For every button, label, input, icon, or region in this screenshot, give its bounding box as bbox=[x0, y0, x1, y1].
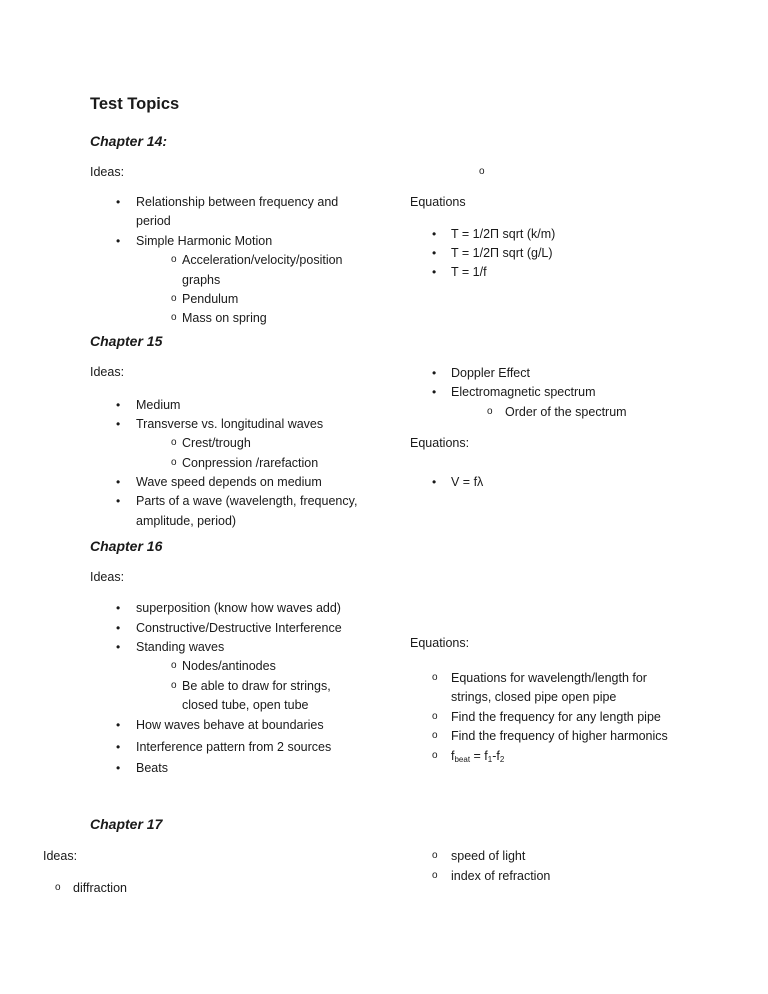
circle-bullet-icon: o bbox=[432, 711, 438, 722]
bullet-icon: • bbox=[116, 601, 121, 615]
bullet-icon: • bbox=[116, 740, 121, 754]
bullet-icon: • bbox=[116, 398, 121, 412]
circle-bullet-icon: o bbox=[432, 870, 438, 881]
equation: V = fλ bbox=[451, 475, 484, 489]
bullet-icon: • bbox=[432, 227, 437, 241]
circle-bullet-icon: o bbox=[171, 293, 177, 304]
list-item: Crest/trough bbox=[182, 436, 251, 450]
circle-bullet-icon: o bbox=[55, 882, 61, 893]
f-symbol: f bbox=[451, 749, 455, 763]
bullet-icon: • bbox=[432, 366, 437, 380]
equation: T = 1/2Π sqrt (g/L) bbox=[451, 246, 553, 260]
bullet-icon: • bbox=[116, 640, 121, 654]
circle-bullet-icon: o bbox=[432, 750, 438, 761]
list-item: Order of the spectrum bbox=[505, 405, 627, 419]
bullet-icon: • bbox=[432, 265, 437, 279]
list-item: Mass on spring bbox=[182, 311, 267, 325]
bullet-icon: • bbox=[432, 246, 437, 260]
equations-label: Equations: bbox=[410, 436, 470, 450]
list-item: Relationship between frequency and bbox=[136, 195, 339, 209]
bullet-icon: • bbox=[116, 761, 121, 775]
list-item: How waves behave at boundaries bbox=[136, 718, 324, 732]
list-item: period bbox=[136, 214, 171, 228]
list-item: Doppler Effect bbox=[451, 366, 530, 380]
list-item: Beats bbox=[136, 761, 168, 775]
bullet-icon: • bbox=[432, 475, 437, 489]
list-item: Nodes/antinodes bbox=[182, 659, 276, 673]
circle-bullet-icon: o bbox=[171, 660, 177, 671]
subscript-1: 1 bbox=[487, 755, 493, 764]
list-item: speed of light bbox=[451, 849, 526, 863]
equation: T = 1/2Π sqrt (k/m) bbox=[451, 227, 556, 241]
list-item: diffraction bbox=[73, 881, 127, 895]
list-item: Wave speed depends on medium bbox=[136, 475, 322, 489]
circle-bullet-icon: o bbox=[171, 254, 177, 265]
equation: T = 1/f bbox=[451, 265, 487, 279]
list-item: Standing waves bbox=[136, 640, 225, 654]
list-item: graphs bbox=[182, 273, 221, 287]
circle-bullet-icon: o bbox=[171, 457, 177, 468]
list-item: Interference pattern from 2 sources bbox=[136, 740, 332, 754]
list-item: Medium bbox=[136, 398, 181, 412]
circle-bullet-icon: o bbox=[432, 672, 438, 683]
equation: Find the frequency of higher harmonics bbox=[451, 729, 668, 743]
list-item: Conpression /rarefaction bbox=[182, 456, 319, 470]
ideas-label: Ideas: bbox=[90, 165, 125, 179]
chapter-16-heading: Chapter 16 bbox=[90, 538, 163, 554]
list-item: Transverse vs. longitudinal waves bbox=[136, 417, 324, 431]
equations-label: Equations: bbox=[410, 636, 470, 650]
circle-bullet-icon: o bbox=[171, 312, 177, 323]
chapter-15-heading: Chapter 15 bbox=[90, 333, 163, 349]
ideas-label: Ideas: bbox=[90, 365, 125, 379]
equations-label: Equations bbox=[410, 195, 466, 209]
list-item: Be able to draw for strings, bbox=[182, 679, 331, 693]
stray-circle-marker: o bbox=[479, 166, 485, 177]
beat-subscript: beat bbox=[454, 755, 471, 764]
beat-frequency-equation bbox=[451, 747, 504, 769]
equation: Equations for wavelength/length for bbox=[451, 671, 647, 685]
list-item: Pendulum bbox=[182, 292, 239, 306]
list-item: Electromagnetic spectrum bbox=[451, 385, 596, 399]
list-item: amplitude, period) bbox=[136, 514, 237, 528]
equals-f1: = f bbox=[470, 749, 488, 763]
bullet-icon: • bbox=[116, 494, 121, 508]
circle-bullet-icon: o bbox=[171, 680, 177, 691]
chapter-17-heading: Chapter 17 bbox=[90, 816, 163, 832]
bullet-icon: • bbox=[432, 385, 437, 399]
bullet-icon: • bbox=[116, 234, 121, 248]
list-item: Simple Harmonic Motion bbox=[136, 234, 273, 248]
bullet-icon: • bbox=[116, 718, 121, 732]
circle-bullet-icon: o bbox=[487, 406, 493, 417]
equation: strings, closed pipe open pipe bbox=[451, 690, 617, 704]
circle-bullet-icon: o bbox=[432, 730, 438, 741]
list-item: index of refraction bbox=[451, 869, 551, 883]
equation: Find the frequency for any length pipe bbox=[451, 710, 661, 724]
bullet-icon: • bbox=[116, 195, 121, 209]
list-item: Constructive/Destructive Interference bbox=[136, 621, 342, 635]
list-item: closed tube, open tube bbox=[182, 698, 309, 712]
ideas-label: Ideas: bbox=[43, 849, 78, 863]
list-item: Parts of a wave (wavelength, frequency, bbox=[136, 494, 358, 508]
list-item: superposition (know how waves add) bbox=[136, 601, 341, 615]
circle-bullet-icon: o bbox=[432, 850, 438, 861]
list-item: Acceleration/velocity/position bbox=[182, 253, 343, 267]
minus-f2: -f bbox=[492, 749, 500, 763]
ideas-label: Ideas: bbox=[90, 570, 125, 584]
subscript-2: 2 bbox=[499, 755, 505, 764]
bullet-icon: • bbox=[116, 621, 121, 635]
page-title: Test Topics bbox=[90, 95, 180, 113]
bullet-icon: • bbox=[116, 417, 121, 431]
chapter-14-heading: Chapter 14: bbox=[90, 133, 168, 149]
bullet-icon: • bbox=[116, 475, 121, 489]
circle-bullet-icon: o bbox=[171, 437, 177, 448]
